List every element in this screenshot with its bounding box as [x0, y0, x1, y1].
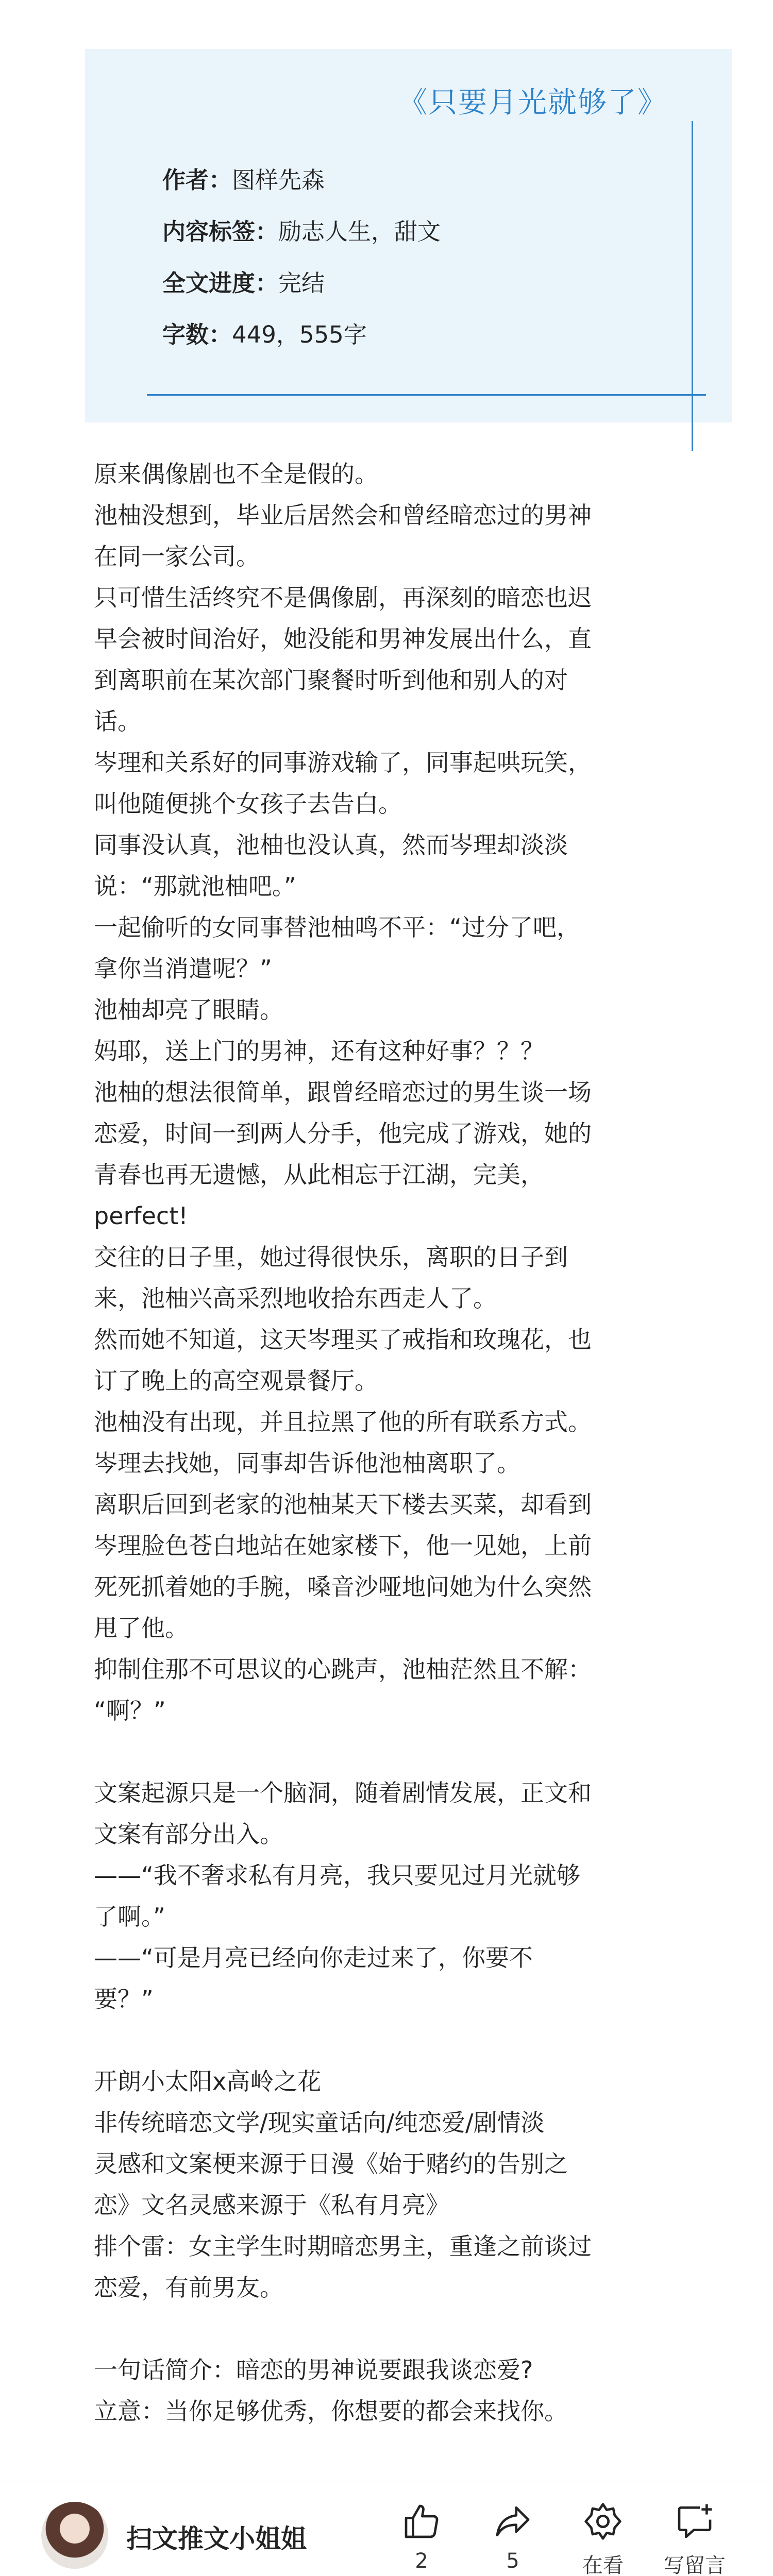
info-card: [85, 49, 732, 422]
paragraph: 灵感和文案梗来源于日漫《始于赌约的告别之 恋》文名灵感来源于《私有月亮》: [94, 2150, 568, 2219]
wordcount-value: 449，555字: [232, 321, 367, 348]
like-count: 2: [415, 2549, 428, 2573]
paragraph: 然而她不知道，这天岑理买了戒指和玫瑰花，也 订了晚上的高空观景餐厅。: [94, 1326, 592, 1395]
paragraph: 池柚的想法很简单，跟曾经暗恋过的男生谈一场 恋爱，时间一到两人分手，他完成了游戏，她的 青春也再无遗憾，从此相忘于江湖，完美， perfect!: [94, 1078, 592, 1230]
paragraph: 岑理和关系好的同事游戏输了，同事起哄玩笑， 叫他随便挑个女孩子去告白。: [94, 749, 592, 818]
paragraph: 妈耶，送上门的男神，还有这种好事？？？: [94, 1037, 544, 1065]
paragraph: 只可惜生活终究不是偶像剧，再深刻的暗恋也迟 早会被时间治好，她没能和男神发展出什么，直 到离职前在某次部门聚餐时听到他和别人的对 话。: [94, 584, 592, 735]
paragraph: 池柚没想到，毕业后居然会和曾经暗恋过的男神 在同一家公司。: [94, 501, 592, 570]
share-count: 5: [506, 2549, 519, 2573]
paragraph: 开朗小太阳x高岭之花: [94, 2067, 322, 2095]
like-button[interactable]: [380, 2501, 463, 2573]
synopsis-text: [94, 453, 681, 2432]
book-title: 《只要月光就够了》: [398, 86, 667, 120]
paragraph: 离职后回到老家的池柚某天下楼去买菜，却看到 岑理脸色苍白地站在她家楼下，他一见她，上前 死死抓着她的手腕，嗓音沙哑地问她为什么突然 甩了他。: [94, 1490, 592, 1642]
bottom-action-bar: [0, 2481, 773, 2576]
thumbs-up-icon: [401, 2501, 442, 2542]
paragraph: 立意：当你足够优秀，你想要的都会来找你。: [94, 2397, 568, 2425]
paragraph: 一起偷听的女同事替池柚鸣不平：“过分了吧， 拿你当消遣呢？”: [94, 913, 580, 982]
paragraph: 池柚却亮了眼睛。: [94, 996, 283, 1024]
share-arrow-icon: [492, 2501, 533, 2542]
tags-label: 内容标签：: [162, 218, 279, 245]
card-decor-line-horizontal: [147, 394, 706, 396]
author-label: 作者：: [162, 166, 232, 194]
book-meta: [162, 155, 441, 361]
paragraph: 排个雷：女主学生时期暗恋男主，重逢之前谈过 恋爱，有前男友。: [94, 2232, 592, 2301]
progress-value: 完结: [278, 269, 325, 297]
wordcount-label: 字数：: [162, 321, 232, 348]
author-row: [162, 155, 441, 206]
progress-row: [162, 258, 441, 309]
card-decor-line-vertical: [692, 121, 693, 451]
paragraph: 抑制住那不可思议的心跳声，池柚茫然且不解： “啊？”: [94, 1655, 592, 1724]
paragraph: 文案起源只是一个脑洞，随着剧情发展，正文和 文案有部分出入。: [94, 1779, 592, 1848]
tags-value: 励志人生，甜文: [278, 218, 441, 245]
paragraph: 一句话简介：暗恋的男神说要跟我谈恋爱?: [94, 2356, 533, 2384]
share-button[interactable]: [472, 2501, 554, 2573]
paragraph-spacer: [94, 2020, 681, 2061]
account-name[interactable]: 扫文推文小姐姐: [126, 2524, 307, 2554]
paragraph: 岑理去找她，同事却告诉他池柚离职了。: [94, 1449, 520, 1477]
watching-label: 在看: [582, 2554, 624, 2576]
paragraph-spacer: [94, 1731, 681, 1772]
paragraph: 原来偶像剧也不全是假的。: [94, 460, 378, 488]
paragraph: 同事没认真，池柚也没认真，然而岑理却淡淡 说：“那就池柚吧。”: [94, 831, 568, 900]
watching-button[interactable]: [562, 2501, 644, 2576]
tags-row: [162, 206, 441, 258]
paragraph: ——“可是月亮已经向你走过来了，你要不 要？”: [94, 1944, 533, 2013]
author-value: 图样先森: [232, 166, 325, 194]
comment-button[interactable]: [653, 2501, 736, 2576]
watching-icon: [582, 2501, 624, 2542]
paragraph: 非传统暗恋文学/现实童话向/纯恋爱/剧情淡: [94, 2109, 545, 2137]
paragraph-spacer: [94, 2308, 681, 2349]
paragraph: ——“我不奢求私有月亮，我只要见过月光就够 了啊。”: [94, 1861, 580, 1930]
comment-icon: [674, 2501, 715, 2542]
avatar[interactable]: [41, 2502, 108, 2569]
paragraph: 交往的日子里，她过得很快乐，离职的日子到 来，池柚兴高采烈地收拾东西走人了。: [94, 1243, 568, 1312]
wordcount-row: [162, 309, 441, 361]
paragraph: 池柚没有出现，并且拉黑了他的所有联系方式。: [94, 1408, 592, 1436]
progress-label: 全文进度：: [162, 269, 279, 297]
comment-label: 写留言: [664, 2554, 726, 2576]
